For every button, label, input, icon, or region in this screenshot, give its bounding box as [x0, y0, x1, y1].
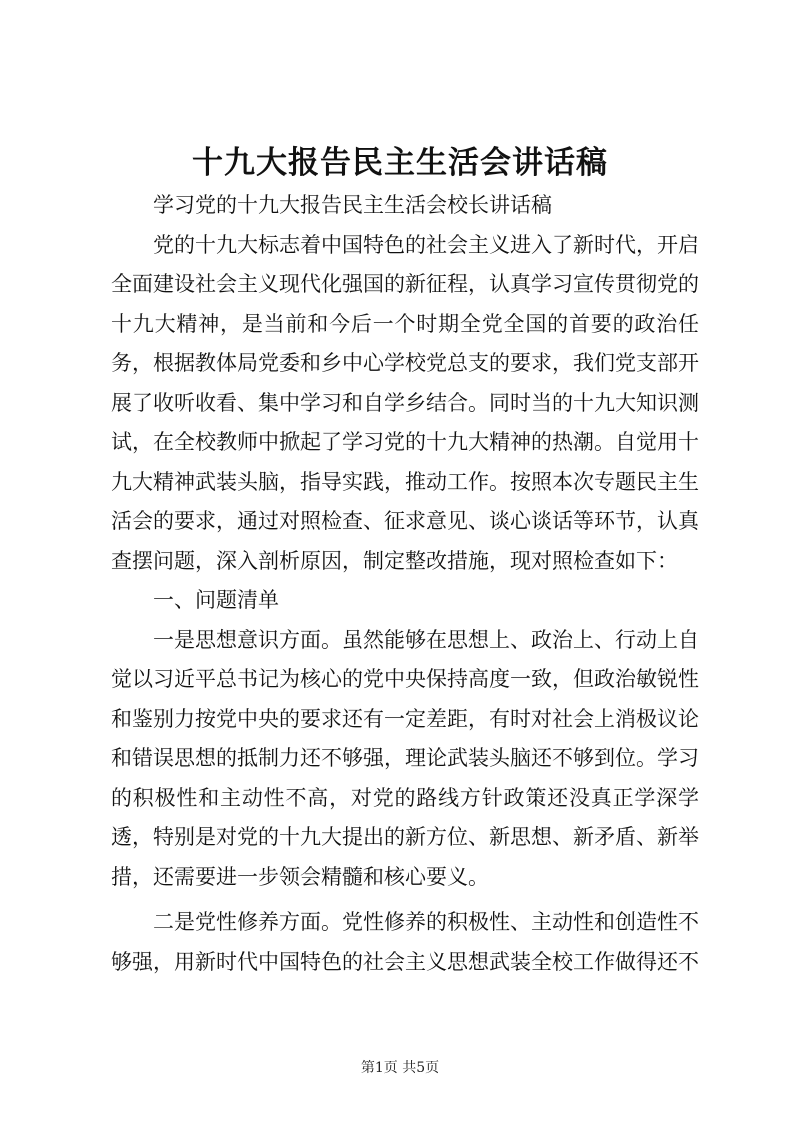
page-footer: 第1页 共5页 — [360, 1060, 440, 1076]
intro-paragraph: 党的十九大标志着中国特色的社会主义进入了新时代，开启全面建设社会主义现代化强国的新征程，认真学习宣传贯彻党的十九大精神，是当前和今后一个时期全党全国的首要的政治任务，根据教体局党委和乡中心学校党总支的要求，我们党支部开展了收听收看、集中学习和自学乡结合。同时当的十九大知识测试，在全校教师中掀起了学习党的十九大精神的热潮。自觉用十九大精神武装头脑，指导实践，推动工作。按照本次专题民主生活会的要求，通过对照检查、征求意见、谈心谈话等环节，认真查摆问题，深入剖析原因，制定整改措施，现对照检查如下： — [111, 232, 699, 573]
section-heading-issues: 一、问题清单 — [153, 588, 279, 612]
document-title: 十九大报告民主生活会讲话稿 — [192, 145, 608, 181]
paragraph-ideology: 一是思想意识方面。虽然能够在思想上、政治上、行动上自觉以习近平总书记为核心的党中央保持高度一致，但政治敏锐性和鉴别力按党中央的要求还有一定差距，有时对社会上消极议论和错误思想的抵制力还不够强，理论武装头脑还不够到位。学习的积极性和主动性不高，对党的路线方针政策还没真正学深学透，特别是对党的十九大提出的新方位、新思想、新矛盾、新举措，还需要进一步领会精髓和核心要义。 — [111, 627, 699, 889]
paragraph-party-spirit: 二是党性修养方面。党性修养的积极性、主动性和创造性不够强，用新时代中国特色的社会主义思想武装全校工作做得还不 — [111, 910, 699, 974]
document-body — [111, 186, 699, 982]
subtitle-paragraph: 学习党的十九大报告民主生活会校长讲话稿 — [153, 193, 552, 217]
